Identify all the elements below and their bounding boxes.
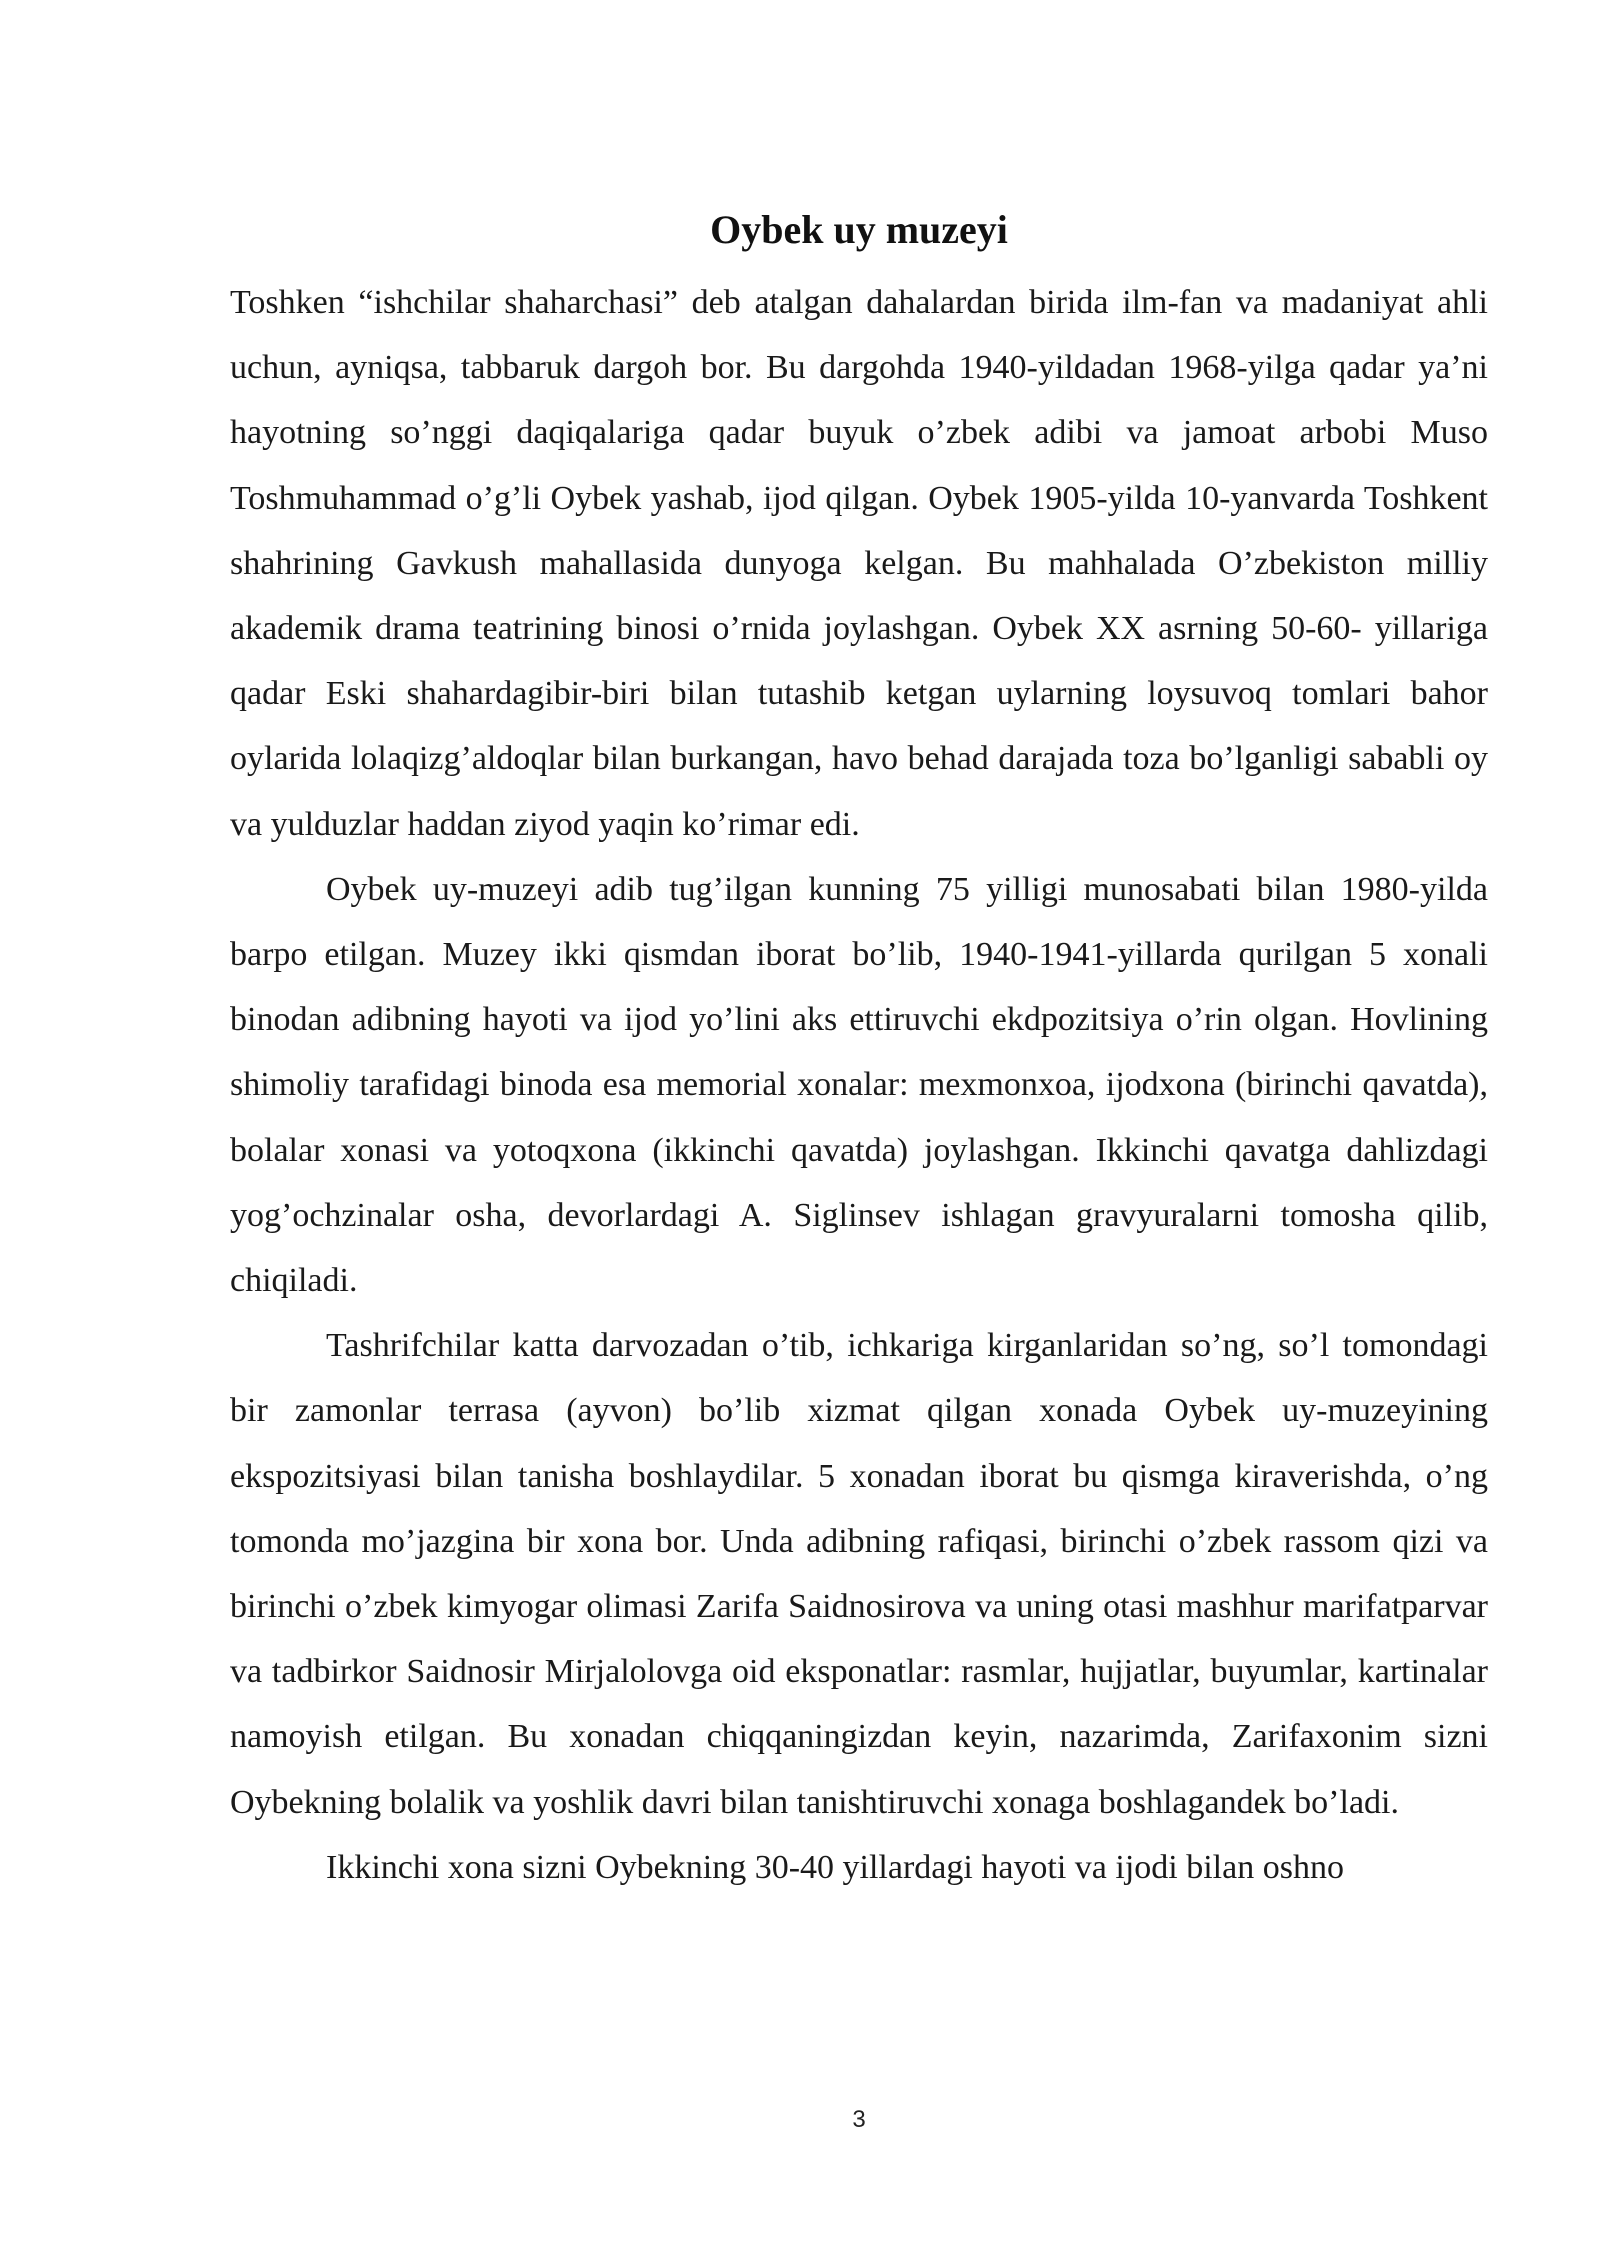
paragraph-3: Tashrifchilar katta darvozadan o’tib, ichkariga kirganlaridan so’ng, so’l tomondagi bir zamonlar terrasa (ayvon) bo’lib xizmat qilgan xonada Oybek uy-muzeyining ekspozitsiyasi bilan tanisha boshlaydilar. 5 xonadan iborat bu qismga kiraverishda, o’ng tomonda mo’jazgina bir xona bor. Unda adibning rafiqasi, birinchi o’zbek rassom qizi va birinchi o’zbek kimyogar olimasi Zarifa Saidnosirova va uning otasi mashhur marifatparvar va tadbirkor Saidnosir Mirjalolovga oid eksponatlar: rasmlar, hujjatlar, buyumlar, kartinalar namoyish etilgan. Bu xonadan chiqqaningizdan keyin, nazarimda, Zarifaxonim sizni Oybekning bolalik va yoshlik davri bilan tanishtiruvchi xonaga boshlagandek bo’ladi. [230,1327,1488,1821]
document-body [230,270,1488,1900]
paragraph-2: Oybek uy-muzeyi adib tug’ilgan kunning 75 yilligi munosabati bilan 1980-yilda barpo etilgan. Muzey ikki qismdan iborat bo’lib, 1940-1941-yillarda qurilgan 5 xonali binodan adibning hayoti va ijod yo’lini aks ettiruvchi ekdpozitsiya o’rin olgan. Hovlining shimoliy tarafidagi binoda esa memorial xonalar: mexmonxoa, ijodxona (birinchi qavatda), bolalar xonasi va yotoqxona (ikkinchi qavatda) joylashgan. Ikkinchi qavatga dahlizdagi yog’ochzinalar osha, devorlardagi A. Siglinsev ishlagan gravyuralarni tomosha qilib, chiqiladi. [230,870,1488,1300]
page-number: 3 [852,2106,866,2133]
paragraph-4: Ikkinchi xona sizni Oybekning 30-40 yillardagi hayoti va ijodi bilan oshno [326,1848,1344,1886]
page-title: Oybek uy muzeyi [710,207,1008,252]
paragraph-1: Toshken “ishchilar shaharchasi” deb atalgan dahalardan birida ilm-fan va madaniyat ahli uchun, ayniqsa, tabbaruk dargoh bor. Bu dargohda 1940-yildadan 1968-yilga qadar ya’ni hayotning so’nggi daqiqalariga qadar buyuk o’zbek adibi va jamoat arbobi Muso Toshmuhammad o’g’li Oybek yashab, ijod qilgan. Oybek 1905-yilda 10-yanvarda Toshkent shahrining Gavkush mahallasida dunyoga kelgan. Bu mahhalada O’zbekiston milliy akademik drama teatrining binosi o’rnida joylashgan. Oybek XX asrning 50-60- yillariga qadar Eski shahardagibir-biri bilan tutashib ketgan uylarning loysuvoq tomlari bahor oylarida lolaqizg’aldoqlar bilan burkangan, havo behad darajada toza bo’lganligi sababli oy va yulduzlar haddan ziyod yaqin ko’rimar edi. [230,284,1488,843]
